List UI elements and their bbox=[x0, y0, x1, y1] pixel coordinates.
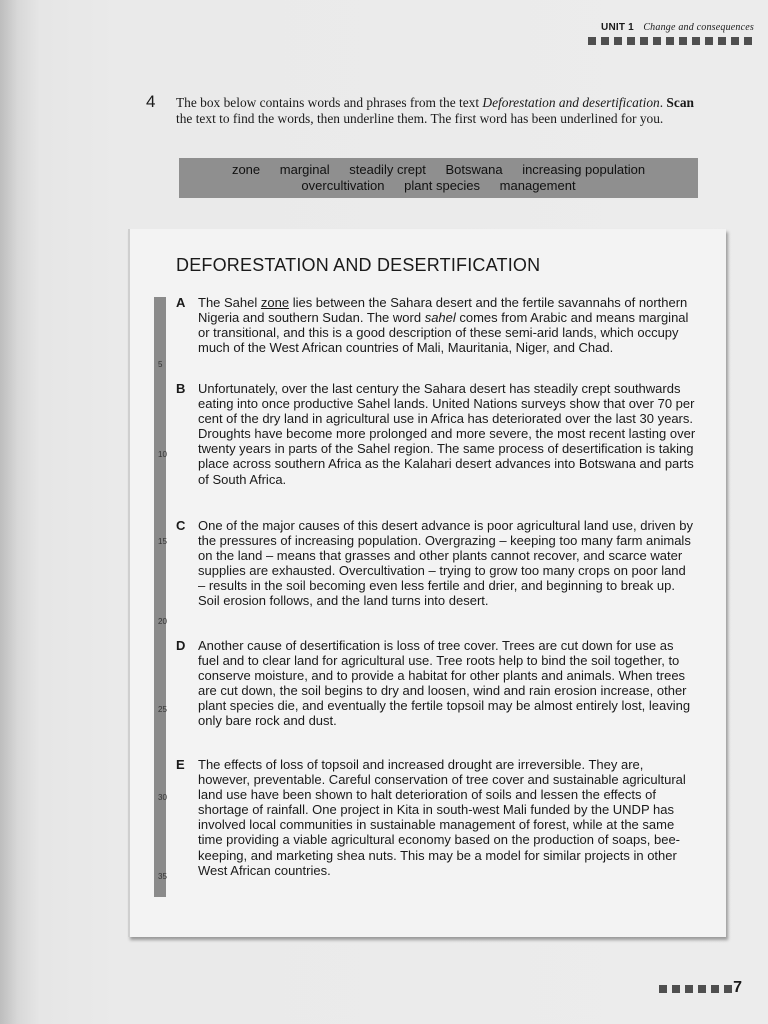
paragraph-letter: B bbox=[176, 381, 186, 396]
paragraph-text: comes from Arabic and means marginal or transitional, and this is a good description of these semi-arid lands, which occupy much of the West African countries of Mali, Mauritania, Niger, and Chad. bbox=[198, 310, 689, 356]
decorative-square bbox=[672, 985, 680, 993]
word-item: management bbox=[499, 178, 576, 193]
page-number: 7 bbox=[733, 979, 742, 996]
decorative-square bbox=[601, 37, 609, 45]
decorative-square bbox=[692, 37, 700, 45]
instruction-article-title: Deforestation and desertification bbox=[482, 95, 660, 110]
word-box bbox=[179, 158, 698, 198]
decorative-square bbox=[711, 985, 719, 993]
instruction-text-1: The box below contains words and phrases from the text bbox=[176, 95, 483, 110]
line-number: 30 bbox=[158, 793, 167, 802]
paragraph-a bbox=[176, 295, 696, 355]
paragraph-text: The Sahel bbox=[198, 295, 261, 310]
decorative-square bbox=[653, 37, 661, 45]
paragraph-b bbox=[176, 381, 696, 487]
decorative-square bbox=[588, 37, 596, 45]
unit-label: UNIT 1 bbox=[601, 22, 634, 33]
footer-square-strip bbox=[659, 985, 732, 993]
word-box-row-1 bbox=[179, 162, 698, 178]
paragraph-text: lies between the Sahara desert and the fertile savannahs of northern Nigeria and southern Sudan. The word bbox=[198, 295, 688, 326]
paragraph-letter: A bbox=[176, 295, 186, 310]
decorative-square bbox=[744, 37, 752, 45]
decorative-square bbox=[614, 37, 622, 45]
paragraph-letter: E bbox=[176, 757, 185, 772]
line-number-bar bbox=[154, 297, 166, 897]
header-square-strip bbox=[588, 37, 752, 45]
word-item: overcultivation bbox=[301, 178, 385, 193]
paragraph-letter: D bbox=[176, 638, 186, 653]
decorative-square bbox=[705, 37, 713, 45]
paragraph-body: Another cause of desertification is loss of tree cover. Trees are cut down for use as fuel and to clear land for agricultural use. Tree roots help to bind the soil together, to conserve moisture, and to provide a habitat for other plants and animals. When trees are cut down, the soil begins to dry and loosen, wind and rain erosion increase, other plant species die, and eventually the fertile topsoil may be almost entirely lost, leaving only bare rock and dust. bbox=[198, 638, 691, 729]
line-number: 5 bbox=[158, 360, 163, 369]
paragraph-c bbox=[176, 518, 696, 609]
line-number: 20 bbox=[158, 617, 167, 626]
decorative-square bbox=[698, 985, 706, 993]
instruction-scan-word: Scan bbox=[666, 95, 694, 110]
paragraph-d bbox=[176, 638, 696, 729]
unit-title: Change and consequences bbox=[643, 22, 754, 33]
paragraph-body bbox=[198, 295, 696, 355]
word-item: steadily crept bbox=[349, 162, 426, 177]
line-number: 10 bbox=[158, 450, 167, 459]
article-card bbox=[128, 229, 726, 937]
word-item: marginal bbox=[279, 162, 330, 177]
decorative-square bbox=[731, 37, 739, 45]
line-number: 35 bbox=[158, 872, 167, 881]
underlined-word: zone bbox=[260, 295, 290, 310]
decorative-square bbox=[685, 985, 693, 993]
decorative-square bbox=[724, 985, 732, 993]
exercise-number: 4 bbox=[146, 92, 156, 111]
decorative-square bbox=[659, 985, 667, 993]
decorative-square bbox=[640, 37, 648, 45]
paragraph-body: The effects of loss of topsoil and increased drought are irreversible. They are, however, preventable. Careful conservation of tree cover and sustainable agricultural land use have been shown to halt deterioration of soils and lessen the effects of shortage of rainfall. One project in Kita in south-west Mali funded by the UNDP has involved local communities in sustainable management of forest, while at the same time providing a viable agricultural economy based on the production of soaps, bee-keeping, and marketing shea nuts. This may be a model for similar projects in other West African countries. bbox=[198, 757, 686, 878]
unit-header bbox=[601, 22, 754, 33]
paragraph-letter: C bbox=[176, 518, 186, 533]
decorative-square bbox=[679, 37, 687, 45]
paragraph-body: One of the major causes of this desert advance is poor agricultural land use, driven by the pressures of increasing population. Overgrazing – keeping too many farm animals on the land – means that grasses and other plants cannot recover, and scarce water supplies are exhausted. Overcultivation – trying to grow too many crops on poor land – results in the soil becoming even less fertile and drier, and beginning to break up. Soil erosion follows, and the land turns into desert. bbox=[198, 518, 693, 609]
exercise-instructions bbox=[176, 95, 706, 127]
instruction-text-3: the text to find the words, then underline them. The first word has been underlined for you. bbox=[176, 111, 664, 126]
article-title: DEFORESTATION AND DESERTIFICATION bbox=[176, 255, 541, 275]
paragraph-body: Unfortunately, over the last century the Sahara desert has steadily crept southwards eating into once productive Sahel lands. United Nations surveys show that over 70 per cent of the dry land in agricultural use in Africa has deteriorated over the last 30 years. Droughts have become more prolonged and more severe, the most recent lasting over twenty years in parts of the Sahel region. The same process of desertification is taking place across southern Africa as the Kalahari desert advances into Botswana and parts of South Africa. bbox=[198, 381, 696, 487]
word-item: plant species bbox=[404, 178, 481, 193]
paragraph-e bbox=[176, 757, 696, 878]
instruction-text-2: . bbox=[659, 95, 667, 110]
decorative-square bbox=[666, 37, 674, 45]
word-item: increasing population bbox=[522, 162, 646, 177]
line-number: 15 bbox=[158, 537, 167, 546]
decorative-square bbox=[627, 37, 635, 45]
word-item: Botswana bbox=[445, 162, 503, 177]
line-number: 25 bbox=[158, 705, 167, 714]
word-box-row-2 bbox=[179, 178, 698, 194]
word-item: zone bbox=[231, 162, 261, 177]
italic-word: sahel bbox=[424, 310, 456, 326]
decorative-square bbox=[718, 37, 726, 45]
